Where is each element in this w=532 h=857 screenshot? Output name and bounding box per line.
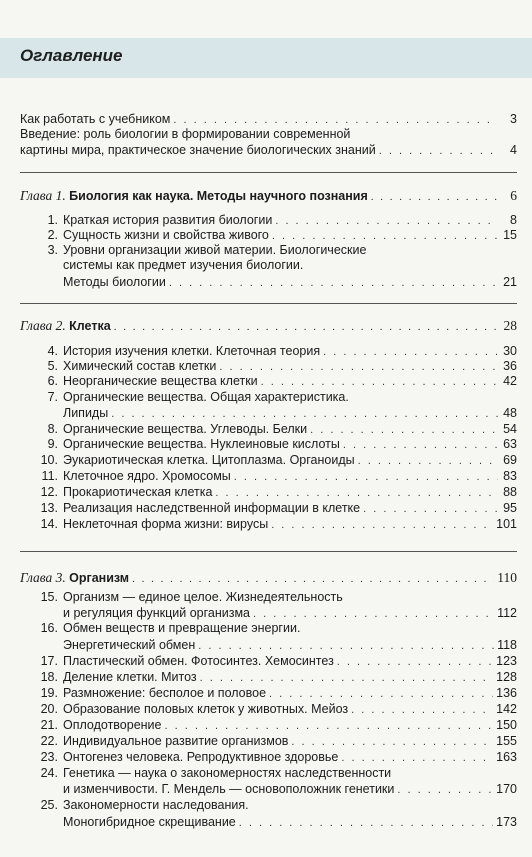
toc-page-number: 6 (510, 188, 517, 203)
toc-page-number: 3 (510, 112, 517, 126)
lesson-entry[interactable] (36, 621, 300, 636)
lesson-title: Неорганические вещества клетки (63, 374, 258, 388)
toc-page-number: 95 (503, 501, 517, 515)
lesson-entry[interactable] (63, 815, 517, 831)
leader-dots (291, 735, 493, 750)
lesson-number: 20. (40, 702, 58, 716)
chapter-title: Организм (69, 571, 130, 585)
lesson-number: 19. (40, 686, 58, 700)
toc-page-number: 101 (496, 517, 517, 531)
toc-page-number: 21 (503, 275, 517, 289)
lesson-title: Краткая история развития биологии (63, 213, 273, 227)
lesson-title: Сущность жизни и свойства живого (63, 228, 269, 242)
lesson-title: Энергетический обмен (63, 638, 196, 652)
lesson-number: 14. (40, 517, 58, 531)
lesson-number: 18. (40, 670, 58, 684)
lesson-number: 10. (40, 453, 58, 467)
lesson-title: Пластический обмен. Фотосинтез. Хемосинтез (63, 654, 334, 668)
chapter-title: Биология как наука. Методы научного познания (69, 189, 368, 203)
lesson-number: 25. (40, 798, 58, 812)
lesson-title: Деление клетки. Митоз (63, 670, 197, 684)
leader-dots (269, 687, 493, 702)
lesson-entry[interactable] (36, 344, 517, 360)
lesson-number: 1. (47, 213, 58, 227)
lesson-title: Уровни организации живой материи. Биологические (63, 243, 367, 257)
leader-dots (173, 113, 498, 128)
lesson-number: 15. (40, 590, 58, 604)
lesson-entry[interactable] (36, 243, 366, 258)
lesson-entry[interactable] (36, 766, 391, 781)
leader-dots (337, 655, 493, 670)
lesson-entry[interactable] (36, 718, 517, 734)
lesson-title: Моногибридное скрещивание (63, 815, 236, 829)
lesson-number: 16. (40, 621, 58, 635)
leader-dots (215, 486, 498, 501)
chapter-label: Глава 3. (20, 570, 66, 585)
lesson-entry[interactable] (36, 422, 517, 438)
toc-page-number: 112 (497, 606, 517, 620)
lesson-number: 12. (40, 485, 58, 499)
toc-page-number: 30 (503, 344, 517, 358)
toc-page-number: 118 (497, 638, 517, 652)
lesson-entry[interactable] (36, 798, 249, 813)
toc-page-number: 110 (497, 570, 517, 585)
lesson-entry[interactable] (36, 654, 517, 670)
lesson-number: 21. (40, 718, 58, 732)
leader-dots (341, 751, 493, 766)
lesson-number: 24. (40, 766, 58, 780)
lesson-entry[interactable] (36, 734, 517, 750)
lesson-entry[interactable] (36, 390, 349, 405)
lesson-number: 8. (47, 422, 58, 436)
lesson-title: Реализация наследственной информации в клетке (63, 501, 361, 515)
lesson-number: 9. (47, 437, 58, 451)
leader-dots (271, 518, 493, 533)
toc-page-number: 170 (496, 782, 517, 796)
toc-page-number: 36 (503, 359, 517, 373)
lesson-title: Клеточное ядро. Хромосомы (63, 469, 231, 483)
lesson-number: 23. (40, 750, 58, 764)
lesson-title: Обмен веществ и превращение энергии. (63, 621, 301, 635)
toc-page-number: 54 (503, 422, 517, 436)
toc-page-number: 88 (503, 485, 517, 499)
toc-page-number: 128 (496, 670, 517, 684)
lesson-title: Органические вещества. Углеводы. Белки (63, 422, 308, 436)
toc-entry-text: Введение: роль биологии в формировании современной (20, 127, 351, 141)
lesson-entry[interactable] (36, 213, 517, 229)
toc-page-number: 123 (496, 654, 517, 668)
lesson-entry[interactable] (63, 638, 517, 654)
lesson-entry[interactable] (36, 453, 517, 469)
leader-dots (253, 607, 494, 622)
lesson-title: Образование половых клеток у животных. Мейоз (63, 702, 349, 716)
lesson-entry[interactable] (36, 702, 517, 718)
toc-page-number: 142 (496, 702, 517, 716)
toc-page-number: 83 (503, 469, 517, 483)
toc-page-number: 8 (510, 213, 517, 227)
chapter-title: Клетка (69, 319, 111, 333)
leader-dots (114, 320, 498, 335)
lesson-entry[interactable] (36, 437, 517, 453)
chapter-heading[interactable] (20, 188, 517, 205)
lesson-number: 5. (47, 359, 58, 373)
lesson-title: и регуляция функций организма (63, 606, 251, 620)
lesson-number: 7. (47, 390, 58, 404)
lesson-entry[interactable] (36, 469, 517, 485)
lesson-entry[interactable] (63, 275, 517, 291)
leader-dots (397, 783, 493, 798)
leader-dots (132, 572, 494, 587)
leader-dots (219, 360, 498, 375)
chapter-label: Глава 2. (20, 318, 66, 333)
lesson-title: Генетика — наука о закономерностях наследственности (63, 766, 392, 780)
toc-entry-text: Как работать с учебником (20, 112, 171, 126)
leader-dots (275, 214, 498, 229)
toc-entry[interactable] (20, 112, 517, 128)
page-title: Оглавление (20, 46, 123, 65)
chapter-heading[interactable] (20, 570, 517, 587)
lesson-title: Размножение: бесполое и половое (63, 686, 267, 700)
lesson-entry[interactable] (63, 406, 517, 422)
toc-entry[interactable] (20, 143, 517, 159)
leader-dots (310, 423, 498, 438)
leader-dots (343, 438, 498, 453)
toc-page-number: 28 (503, 318, 517, 333)
lesson-title: Органические вещества. Общая характеристика. (63, 390, 349, 404)
toc-page-number: 155 (496, 734, 517, 748)
lesson-number: 3. (47, 243, 58, 257)
divider (20, 172, 517, 173)
leader-dots (272, 229, 498, 244)
leader-dots (371, 190, 498, 205)
leader-dots (169, 276, 498, 291)
toc-page-number: 4 (510, 143, 517, 157)
lesson-title: Оплодотворение (63, 718, 162, 732)
lesson-title: Индивидуальное развитие организмов (63, 734, 289, 748)
leader-dots (261, 375, 498, 390)
leader-dots (165, 719, 494, 734)
lesson-entry[interactable] (36, 750, 517, 766)
leader-dots (200, 671, 493, 686)
lesson-title: Методы биологии (63, 275, 166, 289)
lesson-title: Химический состав клетки (63, 359, 217, 373)
leader-dots (111, 407, 498, 422)
lesson-title: Органические вещества. Нуклеиновые кислоты (63, 437, 340, 451)
lesson-entry[interactable] (36, 359, 517, 375)
lesson-entry[interactable] (63, 782, 517, 798)
lesson-title: и изменчивости. Г. Мендель — основоположник генетики (63, 782, 395, 796)
toc-page-number: 173 (496, 815, 517, 829)
lesson-number: 17. (40, 654, 58, 668)
leader-dots (198, 639, 494, 654)
leader-dots (358, 454, 498, 469)
lesson-number: 22. (40, 734, 58, 748)
toc-page-number: 48 (503, 406, 517, 420)
lesson-title: История изучения клетки. Клеточная теория (63, 344, 321, 358)
lesson-title: Липиды (63, 406, 109, 420)
leader-dots (363, 502, 498, 517)
lesson-entry[interactable] (63, 606, 517, 622)
lesson-title: Эукариотическая клетка. Цитоплазма. Органоиды (63, 453, 355, 467)
lesson-number: 6. (47, 374, 58, 388)
toc-page-number: 15 (503, 228, 517, 242)
lesson-entry[interactable] (36, 501, 517, 517)
lesson-number: 13. (40, 501, 58, 515)
divider (20, 303, 517, 304)
lesson-number: 11. (41, 469, 58, 483)
leader-dots (323, 345, 498, 360)
toc-page-number: 163 (496, 750, 517, 764)
toc-page-number: 136 (496, 686, 517, 700)
lesson-entry[interactable] (36, 590, 343, 605)
toc-page-number: 63 (503, 437, 517, 451)
chapter-label: Глава 1. (20, 188, 66, 203)
chapter-heading[interactable] (20, 318, 517, 335)
lesson-entry[interactable] (36, 670, 517, 686)
leader-dots (234, 470, 498, 485)
leader-dots (239, 816, 493, 831)
toc-entry-text: картины мира, практическое значение биологических знаний (20, 143, 376, 157)
toc-page-number: 42 (503, 374, 517, 388)
lesson-title: Закономерности наследования. (63, 798, 249, 812)
lesson-title: Онтогенез человека. Репродуктивное здоровье (63, 750, 339, 764)
lesson-number: 4. (47, 344, 58, 358)
lesson-entry[interactable] (36, 485, 517, 501)
toc-page-number: 150 (496, 718, 517, 732)
lesson-entry[interactable] (36, 374, 517, 390)
lesson-title: Прокариотическая клетка (63, 485, 213, 499)
lesson-title: Организм — единое целое. Жизнедеятельность (63, 590, 343, 604)
lesson-entry[interactable] (36, 686, 517, 702)
lesson-number: 2. (47, 228, 58, 242)
leader-dots (379, 144, 498, 159)
lesson-entry[interactable] (36, 517, 517, 533)
toc-page-number: 69 (503, 453, 517, 467)
lesson-entry[interactable] (36, 228, 517, 244)
lesson-title: Неклеточная форма жизни: вирусы (63, 517, 269, 531)
divider (20, 551, 517, 552)
leader-dots (351, 703, 493, 718)
lesson-title: системы как предмет изучения биологии. (63, 258, 304, 272)
